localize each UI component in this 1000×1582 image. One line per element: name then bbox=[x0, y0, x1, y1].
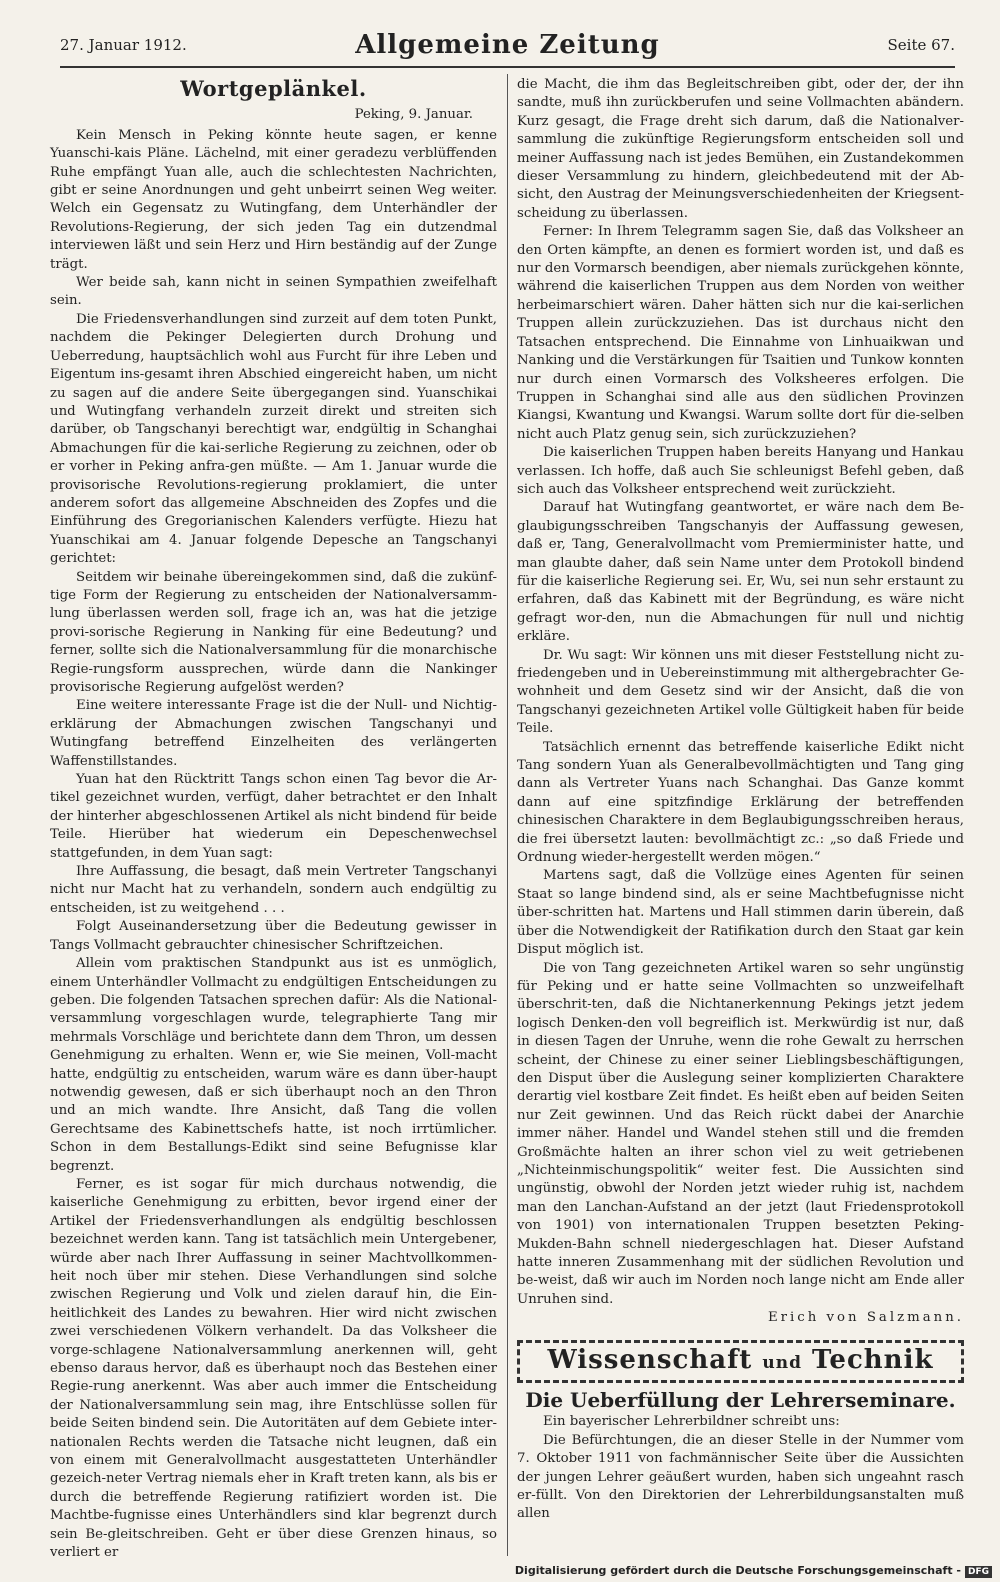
paragraph: Wer beide sah, kann nicht in seinen Sympathien zweifelhaft sein. bbox=[50, 275, 497, 309]
quoted-paragraph: Seitdem wir beinahe übereingekommen sind, daß die zukünf-tige Form der Regierung zu entscheiden der Nationalversamm-lung überlassen werden soll, frage ich an, was hat die jetzige provi-sorische Regierung in Nanking für eine Bedeutung? und ferner, sollte sich die Nationalversammlung für die monarchische Regie-rungsform aussprechen, würde dann die Nankinger provisorische Regierung aufgelöst werden? bbox=[50, 569, 497, 695]
newspaper-title: Allgemeine Zeitung bbox=[355, 30, 660, 60]
quoted-paragraph: Ihre Auffassung, die besagt, daß mein Vertreter Tangschanyi nicht nur Macht hat zu verhandeln, sondern auch endgültig zu entscheiden, ist zu weitgehend . . . bbox=[50, 864, 497, 916]
article-title: Die Ueberfüllung der Lehrerseminare. bbox=[525, 1388, 956, 1413]
paragraph: Die von Tang gezeichneten Artikel waren so sehr ungünstig für Peking und er hatte seine Vollmachten so unzweifelhaft überschrit-ten, daß die Nichtanerkennung Pekings jetzt jedem logisch Denken-den voll begreiflich ist. Merkwürdig ist nur, daß in diesen Tagen der Unruhe, wenn die rohe Gewalt zu herrschen scheint, der Chinese zu einer seiner Lieblingsbeschäftigungen, den Disput über die Auslegung seiner komplizierten Charaktere derartig viel kostbare Zeit findet. Es heißt eben auf beiden Seiten nur Zeit gewinnen. Und das Reich rückt dabei der Anarchie immer näher. Handel und Wandel stehen still und die fremden Großmächte halten an ihrer schon viel zu weit getriebenen „Nichteinmischungspolitik“ weiter fest. Die Aussichten sind ungünstig, obwohl der Norden jetzt wieder ruhig ist, nachdem man den Lanchan-Aufstand an der jetzt (laut Friedensprotokoll von 1901) von internationalen Truppen besetzten Peking-Mukden-Bahn schnell niedergeschlagen hat. Dieser Aufstand hatte inneren Zusammenhang mit der südlichen Revolution und be-weist, daß wir auch im Norden noch lange nicht am Ende aller Unruhen sind. bbox=[517, 960, 964, 1307]
section-title-part2: Technik bbox=[812, 1344, 934, 1375]
column-left bbox=[50, 76, 497, 1563]
paragraph: Dr. Wu sagt: Wir können uns mit dieser Feststellung nicht zu-friedengeben und in Uebereinstimmung mit althergebrachter Ge-wohnheit und dem Gesetz sind wir der Ansicht, daß die von Tangschanyi gezeichneten Artikel volle Gültigkeit haben für beide Teile. bbox=[517, 647, 964, 737]
paragraph: Yuan hat den Rücktritt Tangs schon einen Tag bevor die Ar-tikel gezeichnet wurden, verfügt, daher betrachtet er den Inhalt der hinterher abgeschlossenen Artikel als nicht bindend für beide Teile. Hierüber hat wiederum ein Depeschenwechsel stattgefunden, in dem Yuan sagt: bbox=[50, 772, 497, 861]
paragraph: Eine weitere interessante Frage ist die der Null- und Nichtig-erklärung der Abmachungen zwischen Tangschanyi und Wutingfang betreffend Einzelheiten des verlängerten Waffenstillstandes. bbox=[50, 698, 497, 769]
page-header bbox=[60, 30, 955, 66]
paragraph: Die Friedensverhandlungen sind zurzeit auf dem toten Punkt, nachdem die Pekinger Delegierten durch Drohung und Ueberredung, hauptsächlich wohl aus Furcht für ihre Leben und Eigentum ins-gesamt ihren Abschied eingereicht haben, um nicht zu sagen auf die andere Seite übergegangen sind. Yuanschikai und Wutingfang verhandeln zurzeit direkt und streiten sich darüber, ob Tangschanyi berechtigt war, endgültig in Schanghai Abmachungen für die kai-serliche Regierung zu zeichnen, oder ob er vorher in Peking anfra-gen müßte. — Am 1. Januar wurde die provisorische Revolutions-regierung proklamiert, die unter anderem sofort das allgemeine Abschneiden des Zopfes und die Einführung des Gregorianischen Kalenders verfügte. Hiezu hat Yuanschikai am 4. Januar folgende Depesche an Tangschanyi gerichtet: bbox=[50, 311, 497, 567]
paragraph: Kein Mensch in Peking könnte heute sagen, er kenne Yuanschi-kais Pläne. Lächelnd, mit einer geradezu verblüffenden Ruhe empfängt Yuan alle, auch die schlechtesten Nachrichten, gibt er seine Anordnungen und geht unbeirrt seinen Weg weiter. Welch ein Gegensatz zu Wutingfang, dem Unterhändler der Revolutions-Regierung, der sich jeden Tag ein dutzendmal interviewen läßt und sein Herz und Hirn beständig auf der Zunge trägt. bbox=[50, 127, 497, 272]
paragraph: Die kaiserlichen Truppen haben bereits Hanyang und Hankau verlassen. Ich hoffe, daß auch Sie schleunigst Befehl geben, daß sich auch das Volksheer entsprechend weit zurückzieht. bbox=[517, 445, 964, 497]
paragraph: die Macht, die ihm das Begleitschreiben gibt, oder der, der ihn sandte, muß ihn zurückberufen und seine Vollmachten abändern. Kurz gesagt, die Frage dreht sich darum, daß die Nationalver-sammlung die zukünftige Regierungsform entscheiden soll und meiner Auffassung nach ist jedes Bemühen, ein Zustandekommen dieser Versammlung zu hindern, gleichbedeutend mit der Ab-sicht, den Austrag der Meinungsverschiedenheiten der Kriegsent-scheidung zu überlassen. bbox=[517, 77, 964, 221]
section-title-und: und bbox=[762, 1352, 802, 1373]
quoted-paragraph: Ferner, es ist sogar für mich durchaus notwendig, die kaiserliche Genehmigung zu erbitten, bevor irgend einer der Artikel der Friedensverhandlungen als endgültig beschlossen bezeichnet werden kann. Tang ist tatsächlich mein Untergebener, würde aber nach Ihrer Auffassung in seiner Machtvollkommen-heit noch über mir stehen. Diese Verhandlungen sind solche zwischen Regierung und Volk und zielen darauf hin, die Ein-heitlichkeit des Landes zu bewahren. Hier wird nicht zwischen zwei verschiedenen Völkern verhandelt. Da das Volksheer die vorge-schlagene Nationalversammlung anerkennen will, geht ebenso daraus hervor, daß es überhaupt noch das Bestehen einer Regie-rung anerkennt. Was aber auch immer die Entscheidung der Nationalversammlung sein mag, ihre Entschlüsse sollen für beide Seiten bindend sein. Die Autoritäten auf dem Gebiete inter-nationalen Rechts werden die Tatsache nicht leugnen, daß ein von einem mit Generalvollmacht ausgestatteten Unterhändler gezeich-neter Vertrag niemals eher in Kraft treten kann, als bis er durch die betreffende Regierung ratifiziert worden ist. Die Machtbe-fugnisse eines Unterhändlers sind klar begrenzt durch sein Be-gleitschreiben. Geht er über diese Grenzen hinaus, so verliert er bbox=[50, 1176, 497, 1561]
paragraph: Martens sagt, daß die Vollzüge eines Agenten für seinen Staat so lange bindend sind, als er seine Machtbefugnisse nicht über-schritten hat. Martens und Hall stimmen darin überein, daß über die Notwendigkeit der Ratifikation durch den Staat gar kein Disput möglich ist. bbox=[517, 868, 964, 958]
paragraph: Folgt Auseinandersetzung über die Bedeutung gewisser in Tangs Vollmacht gebrauchter chinesischer Schriftzeichen. bbox=[50, 919, 497, 953]
author-signature: Erich von Salzmann. bbox=[767, 1310, 964, 1326]
footer-text: Digitalisierung gefördert durch die Deutsche Forschungsgemeinschaft - bbox=[514, 1564, 961, 1577]
paragraph: Ferner: In Ihrem Telegramm sagen Sie, daß das Volksheer an den Orten kämpfte, an denen es formiert worden ist, und daß es nur den Vormarsch beendigen, aber niemals zurückgehen könnte, während die kaiserlichen Truppen aus dem Norden von weither herbeimarschiert wären. Daher hätten sich nur die kai-serlichen Truppen allein zurückzuziehen. Das ist durchaus nicht den Tatsachen entsprechend. Die Einnahme von Linhuaikwan und Nanking und die Verstärkungen für Tsaitien und Tunkow konnten nur durch einen Vormarsch des Volksheeres erfolgen. Die Truppen in Schanghai sind alle aus den südlichen Provinzen Kiangsi, Kwantung und Kwangsi. Warum sollte dort für die-selben nicht auch Platz genug sein, sich zurückzuziehen? bbox=[517, 224, 964, 442]
intro-line: Ein bayerischer Lehrerbildner schreibt uns: bbox=[543, 1414, 840, 1430]
page-number: Seite 67. bbox=[887, 36, 955, 54]
column-right bbox=[517, 76, 964, 1524]
paragraph: Tatsächlich ernennt das betreffende kaiserliche Edikt nicht Tang sondern Yuan als Generalbevollmächtigten und Tang ging dann als Vertreter Yuans nach Schanghai. Das Ganze kommt dann auf eine spitzfindige Erklärung der betreffenden chinesischen Charaktere in dem Beglaubigungsschreiben heraus, die frei übersetzt lauten: bevollmächtigt zc.: „so daß Friede und Ordnung wieder-hergestellt werden mögen.“ bbox=[517, 739, 964, 866]
column-divider bbox=[507, 74, 508, 1556]
article-title: Wortgeplänkel. bbox=[180, 76, 367, 101]
dateline: Peking, 9. Januar. bbox=[354, 107, 473, 123]
section-title-part1: Wissenschaft bbox=[547, 1344, 753, 1375]
issue-date: 27. Januar 1912. bbox=[60, 36, 187, 54]
quoted-paragraph: Allein vom praktischen Standpunkt aus ist es unmöglich, einem Unterhändler Vollmacht zu endgültigen Entscheidungen zu geben. Die folgenden Tatsachen sprechen dafür: Als die National-versammlung vorgeschlagen wurde, telegraphierte Tang mir mehrmals Vorschläge und berichtete dann dem Thron, um dessen Genehmigung zu erhalten. Wenn er, wie Sie meinen, Voll-macht hatte, endgültig zu entscheiden, warum wäre es dann über-haupt notwendig gewesen, daß er sich überhaupt noch an den Thron und an mich wandte. Ihre Ansicht, daß Tang die vollen Gerechtsame des Kabinettschefs hatte, ist noch irrtümlicher. Schon in dem Bestallungs-Edikt sind seine Befugnisse klar begrenzt. bbox=[50, 956, 497, 1174]
paragraph: Darauf hat Wutingfang geantwortet, er wäre nach dem Be-glaubigungsschreiben Tangschanyis der Auffassung gewesen, daß er, Tang, Generalvollmacht vom Premierminister hatte, und man glaubte daher, daß sein Name unter dem Protokoll bindend für die kaiserliche Regierung sei. Er, Wu, sei nun sehr erstaunt zu erfahren, daß das Kabinett mit der Begründung, es wäre nicht gefragt wor-den, nun die Abmachungen für null und nichtig erkläre. bbox=[517, 500, 964, 645]
digitization-footer bbox=[515, 1564, 992, 1578]
dfg-logo: DFG bbox=[965, 1566, 992, 1578]
paragraph: Die Befürchtungen, die an dieser Stelle in der Nummer vom 7. Oktober 1911 von fachmännischer Seite über die Aussichten der jungen Lehrer geäußert wurden, haben sich ungeahnt rasch er-füllt. Von den Direktorien der Lehrerbildungsanstalten muß allen bbox=[517, 1432, 964, 1522]
header-rule bbox=[60, 66, 955, 68]
section-heading-box bbox=[517, 1340, 964, 1383]
